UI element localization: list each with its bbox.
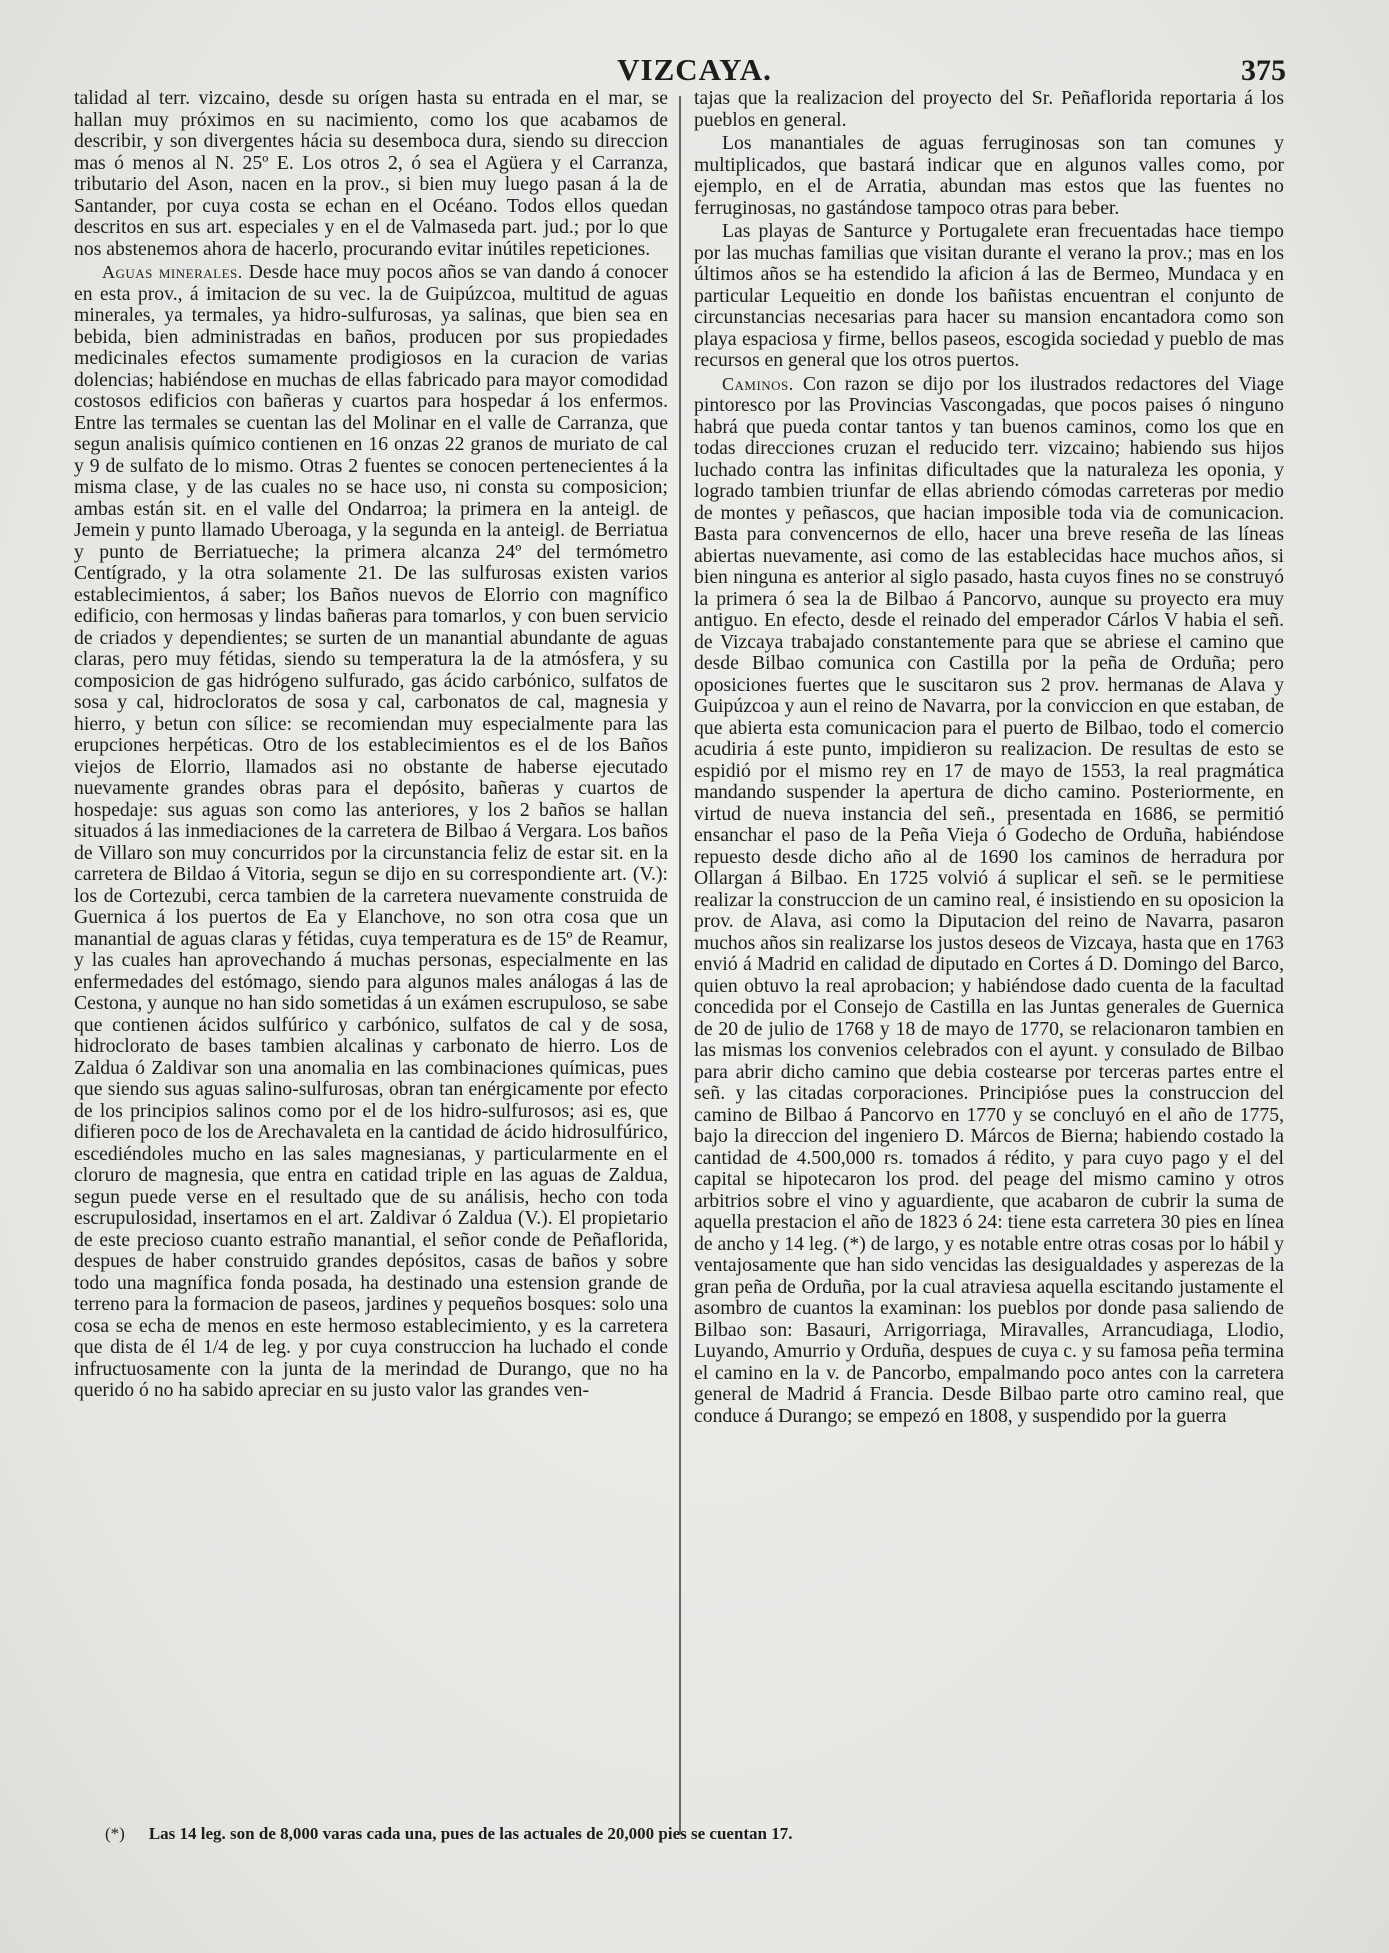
left-column <box>74 88 668 1825</box>
page-header <box>0 52 1389 92</box>
paragraph: tajas que la realizacion del proyecto del Sr. Peñaflorida reportaria á los pueblos en general. <box>694 88 1284 131</box>
section-heading: Aguas minerales. <box>102 262 243 282</box>
column-divider <box>679 96 681 1834</box>
paragraph <box>694 374 1284 1428</box>
section-heading: Caminos. <box>722 373 794 394</box>
paragraph: Los manantiales de aguas ferruginosas son tan comunes y multiplicados, que bastará indicar que en algunos valles como, por ejemplo, en el de Arratia, abundan mas estos que las fuentes no ferruginosas, no gastándose tampoco otras para beber. <box>694 132 1284 219</box>
paragraph: talidad al terr. vizcaino, desde su orígen hasta su entrada en el mar, se hallan muy próximos en su nacimiento, como los que acabamos de describir, y son divergentes hácia su desemboca dura, siendo su direccion mas ó menos al N. 25º E. Los otros 2, ó sea el Agüera y el Carranza, tributario del Ason, nacen en la prov., si bien muy luego pasan á la de Santander, por cuya costa se echan en el Océano. Todos ellos quedan descritos en sus art. especiales y en el de Valmaseda part. jud.; por lo que nos abstenemos ahora de hacerlo, procurando evitar inútiles repeticiones. <box>74 88 668 260</box>
paragraph-text: Desde hace muy pocos años se van dando á conocer en esta prov., á imitacion de su vec. la de Guipúzcoa, multitud de aguas minerales, ya termales, ya hidro-sulfurosas, ya salinas, que bien sea en bebida, bien administradas en baños, producen por sus propiedades medicinales efectos sumamente prodigiosos en la curacion de varias dolencias; habiéndose en muchas de ellas fabricado para mayor comodidad costosos edificios con bañeras y cuartos para hospedar á los enfermos. Entre las termales se cuentan las del Molinar en el valle de Carranza, que segun analisis químico contienen en 16 onzas 22 granos de muriato de cal y 9 de sulfato de lo mismo. Otras 2 fuentes se conocen pertenecientes á la misma clase, y de las cuales no se hace uso, ni consta su composicion; ambas están sit. en el valle del Ondarroa; la primera en la anteigl. de Jemein y punto llamado Uberoaga, y la segunda en la anteigl. de Berriatua y punto de Berriatueche; la primera alcanza 24º del termómetro Centígrado, y la otra solamente 21. De las sulfurosas existen varios establecimientos, á saber; los Baños nuevos de Elorrio con magnífico edificio, con hermosas y lindas bañeras para tomarlos, y con buen servicio de criados y dependientes; se surten de un manantial abundante de aguas claras, pero muy fétidas, siendo su temperatura la de la atmósfera, y su composicion de gas hidrógeno sulfurado, gas ácido carbónico, sulfatos de sosa y cal, hidrocloratos de sosa y cal, carbonatos de cal, magnesia y hierro, y betun con sílice: se recomiendan muy especialmente para las erupciones herpéticas. Otro de los establecimientos es el de los Baños viejos de Elorrio, llamados asi no obstante de haberse ejecutado nuevamente grandes obras para el depósito, bañeras y cuartos de hospedaje: sus aguas son como las anteriores, y los 2 baños se hallan situados á las inmediaciones de la carretera de Bilbao á Vergara. Los baños de Villaro son muy concurridos por la circunstancia feliz de estar sit. en la carretera de Bildao á Vitoria, segun se dijo en su correspondiente art. (V.): los de Cortezubi, cerca tambien de la carretera nuevamente construida de Guernica á los puertos de Ea y Elanchove, no son otra cosa que un manantial de aguas claras y fétidas, cuya temperatura es de 15º de Reamur, y las cuales han aprovechando á muchas personas, especialmente en las enfermedades del estómago, siendo para algunos males análogas á las de Cestona, y aunque no han sido sometidas á un exámen escrupuloso, se sabe que contienen ácidos sulfúrico y carbónico, sulfatos de cal y de sosa, hidroclorato de bases tambien alcalinas y carbonato de hierro. Los de Zaldua ó Zaldivar son una anomalia en las combinaciones químicas, pues que siendo sus aguas salino-sulfurosas, obran tan enérgicamente por efecto de los principios salinos como por el de los hidro-sulfurosos; asi es, que difieren poco de los de Arechavaleta en la cantidad de ácido hidrosulfúrico, escediéndoles mucho en las sales magnesianas, y particularmente en el cloruro de magnesia, que entra en catidad triple en las aguas de Zaldua, segun puede verse en el resultado que de su análisis, hecho con toda escrupulosidad, insertamos en el art. Zaldivar ó Zaldua (V.). El propietario de este precioso cuanto estraño manantial, el señor conde de Peñaflorida, despues de haber construido grandes depósitos, casas de baños y sobre todo una magnífica fonda posada, ha destinado una estension grande de terreno para la formacion de paseos, jardines y pequeños bosques: solo una cosa se echa de menos en este hermoso establecimiento, y es la carretera que dista de él 1/4 de leg. y por cuya construccion ha luchado el conde infructuosamente con la junta de la merindad de Durango, que no ha querido ó no ha sabido apreciar en su justo valor las grandes ven- <box>74 261 668 1401</box>
right-column <box>694 88 1284 1825</box>
paragraph <box>74 262 668 1402</box>
paragraph-text: Con razon se dijo por los ilustrados redactores del Viage pintoresco por las Provincias Vascongadas, que pocos paises ó ninguno habrá que pueda contar tantos y tan buenos caminos, como los que en todas direcciones cruzan el reducido terr. vizcaino; habiendo sus hijos luchado contra las infinitas dificultades que la naturaleza les oponia, y logrado tambien triunfar de ellas abriendo cómodas carreteras por medio de montes y peñascos, que hacian imposible toda via de comunicacion. Basta para convencernos de ello, hacer una breve reseña de las líneas abiertas nuevamente, asi como de las establecidas hace muchos años, si bien ninguna es anterior al siglo pasado, hasta cuyos fines no se construyó la primera ó sea la de Bilbao á Pancorvo, aunque su proyecto era muy antiguo. En efecto, desde el reinado del emperador Cárlos V habia el señ. de Vizcaya trabajado constantemente para que se abriese el camino que desde Bilbao comunica con Castilla por la peña de Orduña; pero oposiciones fuertes que le suscitaron sus 2 prov. hermanas de Alava y Guipúzcoa y aun el reino de Navarra, por la conviccion en que estaban, de que abierta esta comunicacion para el puerto de Bilbao, todo el comercio acudiria á este punto, impidieron su realizacion. De resultas de esto se espidió por el mismo rey en 17 de mayo de 1553, la real pragmática mandando suspender la apertura de dicho camino. Posteriormente, en virtud de nueva instancia del señ., presentada en 1686, se permitió ensanchar el paso de la Peña Vieja ó Godecho de Orduña, habiéndose repuesto desde dicho año al de 1690 los caminos de herradura por Ollargan á Bilbao. En 1725 volvió á suplicar el señ. se le permitiese realizar la construccion de un camino real, é insistiendo en su oposicion la prov. de Alava, asi como la Diputacion del reino de Navarra, pasaron muchos años sin realizarse los justos deseos de Vizcaya, hasta que en 1763 envió á Madrid en calidad de diputado en Cortes á D. Domingo del Barco, quien obtuvo la real aprobacion; y habiéndose dado cuenta de la facultad concedida por el Consejo de Castilla en las Juntas generales de Guernica de 20 de julio de 1768 y 18 de mayo de 1770, se relacionaron tambien en las mismas los convenios celebrados con el ayunt. y consulado de Bilbao para abrir dicho camino que debia costearse por terceras partes entre el señ. y las citadas corporaciones. Principióse pues la construccion del camino de Bilbao á Pancorvo en 1770 y se concluyó en el año de 1775, bajo la direccion del ingeniero D. Márcos de Bierna; habiendo costado la cantidad de 4.500,000 rs. tomados á rédito, y para cuyo pago y el del capital se hipotecaron los prod. del peage del mismo camino y otros arbitrios sobre el vino y aguardiente, que acabaron de cubrir la suma de aquella prestacion el año de 1823 ó 24: tiene esta carretera 30 pies en línea de ancho y 14 leg. (*) de largo, y es notable entre otras cosas por lo hábil y ventajosamente que han sido vencidas las desigualdades y asperezas de la gran peña de Orduña, por la cual atraviesa aquella escitando justamente el asombro de cuantos la examinan: los pueblos por donde pasa saliendo de Bilbao son: Basauri, Arrigorriaga, Miravalles, Arrancudiaga, Llodio, Luyando, Amurrio y Orduña, despues de cuya c. y su famosa peña termina el camino en la v. de Pancorbo, empalmando poco antes con la carretera general de Madrid á Francia. Desde Bilbao parte otro camino real, que conduce á Durango; se empezó en 1808, y suspendido por la guerra <box>694 372 1284 1427</box>
footnote-mark: (*) <box>105 1824 125 1843</box>
footnote-text: Las 14 leg. son de 8,000 varas cada una, pues de las actuales de 20,000 pies se cuentan 17. <box>148 1824 793 1843</box>
paragraph: Las playas de Santurce y Portugalete eran frecuentadas hace tiempo por las muchas familias que visitan durante el verano la prov.; mas en los últimos años se ha estendido la aficion á las de Bermeo, Mundaca y en particular Lequeitio en donde los bañistas encuentran el conjunto de circunstancias necesarias para hacer su mansion encantadora como son playa espaciosa y firme, bellos paseos, escogida sociedad y pueblo de mas recursos en general que los otros puertos. <box>694 220 1284 371</box>
footnote <box>105 1824 1255 1844</box>
page-title: VIZCAYA. <box>617 52 772 87</box>
page-number: 375 <box>1241 54 1286 87</box>
